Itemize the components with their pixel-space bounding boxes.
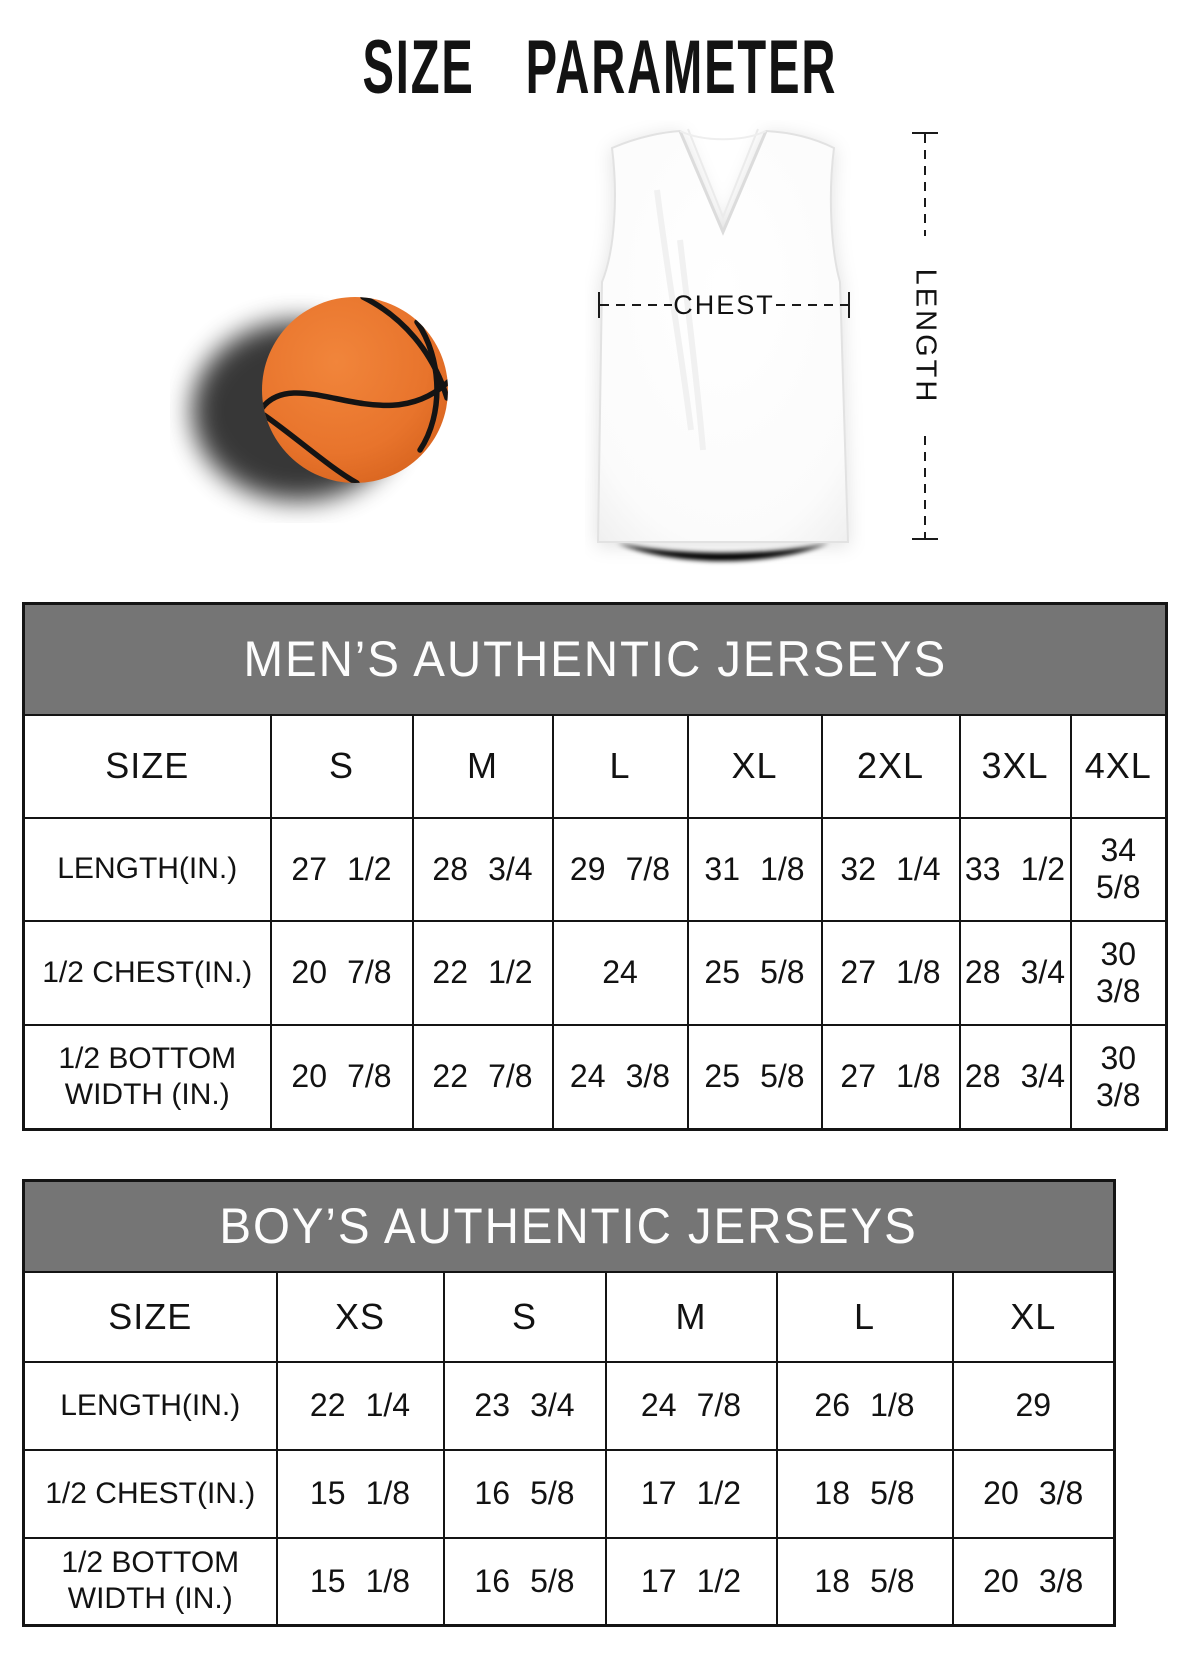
value-cell: 30 3/8 xyxy=(1071,921,1167,1025)
value-cell: 17 1/2 xyxy=(606,1450,777,1538)
jersey-collar-back xyxy=(680,131,766,139)
value-cell: 20 3/8 xyxy=(953,1450,1115,1538)
table-row xyxy=(24,1450,1115,1538)
table-row xyxy=(24,1362,1115,1450)
value-cell: 18 5/8 xyxy=(777,1538,953,1626)
boys-size-header-cell: SIZE xyxy=(24,1272,277,1362)
value-cell: 32 1/4 xyxy=(822,818,960,921)
value-cell: 20 3/8 xyxy=(953,1538,1115,1626)
value-cell: 31 1/8 xyxy=(688,818,822,921)
mens-table-banner xyxy=(24,604,1167,715)
value-cell: 22 1/4 xyxy=(277,1362,444,1450)
value-cell: 17 1/2 xyxy=(606,1538,777,1626)
boys-table-title: BOY’S AUTHENTIC JERSEYS xyxy=(219,1198,919,1255)
jersey-body xyxy=(598,131,848,542)
boys-size-table xyxy=(22,1179,1116,1627)
value-cell: 25 5/8 xyxy=(688,1025,822,1130)
table-row xyxy=(24,921,1167,1025)
value-cell: 33 1/2 xyxy=(960,818,1071,921)
length-measure-line xyxy=(908,132,942,540)
chest-measure-line xyxy=(598,290,850,320)
mens-col-header: 4XL xyxy=(1071,715,1167,818)
value-cell: 27 1/8 xyxy=(822,1025,960,1130)
chest-dash-left xyxy=(600,304,672,306)
value-cell: 27 1/8 xyxy=(822,921,960,1025)
value-cell: 28 3/4 xyxy=(413,818,553,921)
value-cell: 20 7/8 xyxy=(271,921,413,1025)
page-title xyxy=(0,24,1200,111)
boys-col-header: M xyxy=(606,1272,777,1362)
mens-col-header: 3XL xyxy=(960,715,1071,818)
table-row xyxy=(24,1025,1167,1130)
mens-col-header: L xyxy=(553,715,688,818)
boys-col-header: XL xyxy=(953,1272,1115,1362)
value-cell: 22 1/2 xyxy=(413,921,553,1025)
mens-table-title: MEN’S AUTHENTIC JERSEYS xyxy=(243,631,947,688)
mens-row-label: LENGTH(IN.) xyxy=(24,818,271,921)
boys-col-header: S xyxy=(444,1272,606,1362)
chest-dash-right xyxy=(776,304,848,306)
value-cell: 23 3/4 xyxy=(444,1362,606,1450)
boys-row-label: 1/2 BOTTOM WIDTH (IN.) xyxy=(24,1538,277,1626)
value-cell: 24 xyxy=(553,921,688,1025)
value-cell: 25 5/8 xyxy=(688,921,822,1025)
boys-col-header: XS xyxy=(277,1272,444,1362)
mens-col-header: XL xyxy=(688,715,822,818)
value-cell: 18 5/8 xyxy=(777,1450,953,1538)
value-cell: 15 1/8 xyxy=(277,1538,444,1626)
boys-table-banner xyxy=(24,1181,1115,1272)
boys-col-header: L xyxy=(777,1272,953,1362)
mens-size-header-cell: SIZE xyxy=(24,715,271,818)
table-row xyxy=(24,1538,1115,1626)
mens-row-label: 1/2 BOTTOM WIDTH (IN.) xyxy=(24,1025,271,1130)
value-cell: 28 3/4 xyxy=(960,1025,1071,1130)
length-label: LENGTH xyxy=(909,268,942,404)
value-cell: 20 7/8 xyxy=(271,1025,413,1130)
boys-row-label: LENGTH(IN.) xyxy=(24,1362,277,1450)
table-row xyxy=(24,818,1167,921)
value-cell: 16 5/8 xyxy=(444,1538,606,1626)
value-cell: 29 7/8 xyxy=(553,818,688,921)
value-cell: 28 3/4 xyxy=(960,921,1071,1025)
chest-tick-right xyxy=(848,292,850,318)
value-cell: 29 xyxy=(953,1362,1115,1450)
length-label-box xyxy=(857,236,993,436)
jersey-illustration xyxy=(585,120,865,575)
value-cell: 16 5/8 xyxy=(444,1450,606,1538)
mens-col-header: S xyxy=(271,715,413,818)
jersey-hem-shadow xyxy=(617,543,829,561)
mens-col-header: M xyxy=(413,715,553,818)
length-dash-bottom xyxy=(924,436,926,538)
mens-col-header: 2XL xyxy=(822,715,960,818)
value-cell: 34 5/8 xyxy=(1071,818,1167,921)
basketball-illustration xyxy=(170,278,470,523)
value-cell: 24 3/8 xyxy=(553,1025,688,1130)
value-cell: 24 7/8 xyxy=(606,1362,777,1450)
length-tick-bottom xyxy=(912,538,938,540)
page-title-text: SIZE PARAMETER xyxy=(362,25,838,110)
value-cell: 30 3/8 xyxy=(1071,1025,1167,1130)
mens-row-label: 1/2 CHEST(IN.) xyxy=(24,921,271,1025)
value-cell: 22 7/8 xyxy=(413,1025,553,1130)
length-dash-top xyxy=(924,134,926,236)
value-cell: 27 1/2 xyxy=(271,818,413,921)
boys-row-label: 1/2 CHEST(IN.) xyxy=(24,1450,277,1538)
chest-label: CHEST xyxy=(673,289,775,320)
value-cell: 26 1/8 xyxy=(777,1362,953,1450)
mens-size-table xyxy=(22,602,1168,1131)
value-cell: 15 1/8 xyxy=(277,1450,444,1538)
